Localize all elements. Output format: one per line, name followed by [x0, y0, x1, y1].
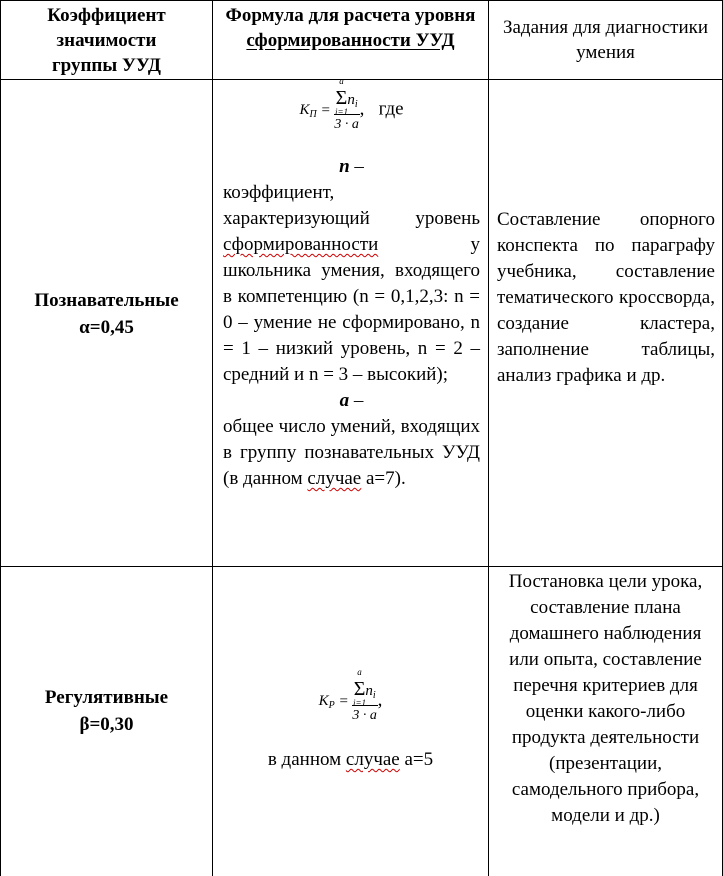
- formula-cognitive: [213, 76, 488, 492]
- n-definition-head: [223, 154, 480, 180]
- n-definition: [223, 180, 480, 388]
- tasks-cognitive: [489, 207, 722, 389]
- formula-lhs: K: [318, 693, 329, 710]
- tasks-text: Постановка цели урока, составление плана домашнего наблюдения или опыта, составление перечня критериев для оценки какого-либо продукта деятельности (презентации, самодельного прибора, модели и др.): [508, 571, 703, 826]
- note-1: в данном: [267, 749, 342, 770]
- table-left-border: [0, 0, 1, 876]
- header-coefficient: [1, 3, 212, 78]
- n-desc-2: сформированности: [223, 234, 379, 255]
- note-2: случае: [345, 749, 400, 770]
- formula-kp: $K_П$ = Σ a i=1 $n_i$ 3 · a , где: [299, 76, 404, 132]
- group-coefficient: α=0,45: [79, 317, 134, 338]
- sum-sign: Σ a i=1: [336, 88, 348, 108]
- tasks-text: Составление опорного конспекта по параграфу учебника, составление тематического кроссворда, создание кластера, заполнение таблицы, анализ графика и др.: [497, 209, 715, 386]
- a-variable: a: [339, 390, 350, 411]
- formula-fraction: [334, 76, 360, 132]
- header-coefficient-text: Коэффициент значимости группы УУД: [47, 5, 166, 76]
- header-tasks-text: Задания для диагностики умения: [502, 17, 709, 63]
- tasks-regulatory: [489, 569, 722, 829]
- group-regulatory: [1, 684, 212, 738]
- group-name: Познавательные: [34, 290, 179, 311]
- n-desc-3: у школьника умения, входящего в компетенцию (: [223, 234, 480, 307]
- sum-term-sub: i: [354, 99, 358, 110]
- formula-tail: , где: [359, 98, 404, 120]
- group-name: Регулятивные: [44, 687, 169, 708]
- formula-lhs-sub: Р: [328, 700, 335, 712]
- header-formula-line1: Формула для расчета уровня: [225, 5, 476, 26]
- group-coefficient: β=0,30: [79, 714, 134, 735]
- n-variable: n: [339, 156, 350, 177]
- a-definition-head: [223, 388, 480, 414]
- header-tasks: [489, 15, 722, 65]
- a-definition: [223, 414, 480, 492]
- sum-term: n: [365, 683, 373, 699]
- formula-denominator: 3 · a: [352, 708, 377, 723]
- formula-lhs-sub: П: [309, 109, 317, 121]
- formula-kr: $K_Р$ = Σ a i=1 $n_i$ 3 · a ,: [318, 667, 383, 723]
- header-formula-line2: сформированности УУД: [246, 30, 455, 51]
- a-dash: –: [349, 390, 364, 411]
- sum-bottom: i=1: [334, 107, 349, 117]
- a-desc-1: общее число умений, входящих в группу познавательных УУД (в данном: [223, 416, 480, 489]
- n-desc-1: коэффициент, характеризующий уровень: [223, 182, 480, 229]
- formula-lhs: K: [299, 102, 310, 119]
- row-divider: [0, 566, 723, 567]
- sum-term-sub: i: [372, 690, 376, 701]
- formula-note: [221, 747, 480, 773]
- group-cognitive: [1, 287, 212, 341]
- n-dash: –: [349, 156, 364, 177]
- table-top-border: [0, 0, 723, 1]
- formula-tail: ,: [377, 689, 383, 711]
- sum-sign: Σ a i=1: [354, 679, 366, 699]
- sum-term: n: [347, 92, 355, 108]
- sum-top: a: [339, 76, 344, 86]
- note-3: а=5: [399, 749, 434, 770]
- header-formula: [213, 3, 488, 53]
- a-desc-2: случае: [307, 468, 362, 489]
- formula-regulatory: [213, 667, 488, 773]
- formula-fraction: [352, 667, 378, 723]
- a-desc-3: а=7).: [361, 468, 406, 489]
- header-bottom-border: [0, 79, 723, 80]
- sum-bottom: i=1: [352, 698, 367, 708]
- n-values: n = 0,1,2,3: n = 0 – умение не сформировано, n = 1 – низкий уровень, n = 2 – средний и n = 3 – высокий);: [223, 286, 480, 385]
- formula-denominator: 3 · a: [334, 117, 359, 132]
- sum-top: a: [357, 667, 362, 677]
